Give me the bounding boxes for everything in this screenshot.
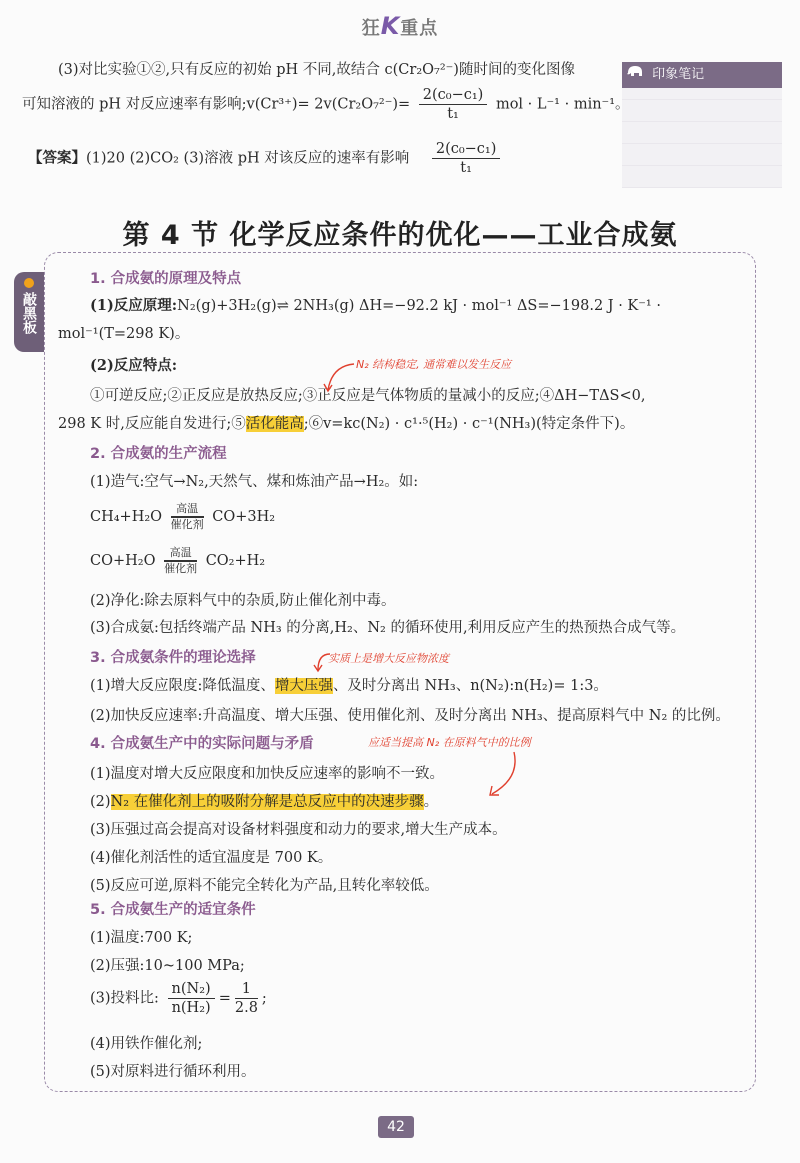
ratio-value — [235, 980, 258, 1017]
condition-3-label: (3)投料比: — [90, 990, 159, 1007]
eq1-top: 高温 — [171, 502, 204, 518]
brand-left: 狂 — [361, 18, 381, 39]
annotation-arrow-1 — [318, 358, 358, 394]
brand-header — [0, 12, 800, 40]
problem-3: (3)压强过高会提高对设备材料强度和动力的要求,增大生产成本。 — [90, 822, 507, 838]
problem-2-pre: (2) — [90, 794, 111, 810]
features-label — [90, 354, 177, 375]
intro-line-2-unit: mol · L⁻¹ · min⁻¹。 — [495, 96, 630, 113]
page-number: 42 — [378, 1116, 414, 1138]
problem-2-post: 。 — [423, 794, 439, 810]
eq2-top: 高温 — [164, 546, 197, 562]
features-label-text: (2)反应特点: — [90, 357, 178, 374]
condition-1: (1)温度:700 K; — [90, 930, 193, 946]
rate-fraction-num: 2(c₀−c₁) — [419, 86, 488, 105]
problem-5: (5)反应可逆,原料不能完全转化为产品,且转化率较低。 — [90, 878, 439, 894]
ratio-value-num: 1 — [235, 980, 258, 999]
equation-1 — [90, 502, 275, 532]
ratio-den: n(H₂) — [171, 1000, 211, 1016]
note-tab — [622, 62, 782, 88]
problem-1: (1)温度对增大反应限度和加快反应速率的影响不一致。 — [90, 766, 445, 782]
eq1-bot: 催化剂 — [170, 518, 204, 531]
flow-1: (1)造气:空气→N₂,天然气、煤和炼油产品→H₂。如: — [90, 474, 419, 490]
principle-text: N₂(g)+3H₂(g)⇌ 2NH₃(g) ΔH=−92.2 kJ · mol⁻¹ ΔS=−198.2 J · K⁻¹ · — [177, 298, 661, 314]
highlight-increase-pressure: 增大压强 — [274, 678, 333, 694]
eq2-condition — [164, 546, 197, 576]
annotation-increase-n2: 应适当提高 N₂ 在原料气中的比例 — [368, 736, 531, 749]
intro-line-2 — [22, 86, 630, 123]
note-area — [622, 88, 782, 188]
features-line-a: ①可逆反应;②正反应是放热反应;③正反应是气体物质的量减小的反应;④ΔH−TΔS<0, — [90, 388, 646, 404]
ratio-end: ; — [261, 990, 267, 1007]
elephant-icon — [622, 62, 648, 88]
heading-5: 5. 合成氨生产的适宜条件 — [90, 902, 256, 918]
answer-fraction-den: t₁ — [460, 160, 472, 176]
eq1-right: CO+3H₂ — [212, 509, 276, 525]
principle-cont: mol⁻¹(T=298 K)。 — [58, 326, 190, 342]
condition-4: (4)用铁作催化剂; — [90, 1036, 203, 1052]
eq2-right: CO₂+H₂ — [205, 553, 266, 569]
heading-3: 3. 合成氨条件的理论选择 — [90, 650, 256, 666]
side-tab — [14, 272, 44, 352]
theory-2: (2)加快反应速率:升高温度、增大压强、使用催化剂、及时分离出 NH₃、提高原料气中 N₂ 的比例。 — [90, 708, 730, 724]
highlight-rate-step: N₂ 在催化剂上的吸附分解是总反应中的决速步骤 — [110, 794, 424, 810]
theory-1-post: 、及时分离出 NH₃、n(N₂):n(H₂)= 1:3。 — [332, 678, 608, 694]
theory-1-pre: (1)增大反应限度:降低温度、 — [90, 678, 275, 694]
intro-line-2-text: 可知溶液的 pH 对反应速率有影响;v(Cr³⁺)= 2v(Cr₂O₇²⁻)= — [22, 96, 411, 113]
eq2-left: CO+H₂O — [90, 553, 156, 569]
problem-4: (4)催化剂活性的适宜温度是 700 K。 — [90, 850, 333, 866]
side-tab-text: 敲黑板 — [21, 292, 37, 334]
rate-fraction-den: t₁ — [447, 106, 459, 122]
principle-label: (1)反应原理: — [90, 297, 178, 314]
eq1-left: CH₄+H₂O — [90, 509, 163, 525]
ratio-equals: = — [218, 990, 231, 1007]
principle-line — [90, 294, 661, 315]
rate-fraction — [419, 86, 488, 123]
answer-fraction-num: 2(c₀−c₁) — [432, 140, 501, 159]
ratio-num: n(N₂) — [168, 980, 215, 999]
features-b-post: ;⑥v=kc(N₂) · c¹·⁵(H₂) · c⁻¹(NH₃)(特定条件下)。 — [303, 416, 635, 432]
dot-icon — [24, 278, 34, 288]
answer-label: 【答案】 — [28, 149, 86, 167]
equation-2 — [90, 546, 265, 576]
brand-k: K — [380, 12, 401, 40]
heading-4: 4. 合成氨生产中的实际问题与矛盾 — [90, 736, 314, 752]
condition-2: (2)压强:10~100 MPa; — [90, 958, 245, 974]
annotation-arrow-3 — [484, 748, 524, 802]
brand-right: 重点 — [400, 18, 439, 39]
answer-text: (1)20 (2)CO₂ (3)溶液 pH 对该反应的速率有影响 — [86, 150, 410, 167]
condition-3 — [90, 980, 267, 1017]
eq2-bot: 催化剂 — [164, 562, 198, 575]
intro-line-1: (3)对比实验①②,只有反应的初始 pH 不同,故结合 c(Cr₂O₇²⁻)随时间的变化图像 — [58, 62, 575, 78]
condition-5: (5)对原料进行循环利用。 — [90, 1064, 256, 1080]
theory-1 — [90, 674, 608, 695]
annotation-arrow-2 — [308, 648, 334, 674]
section-title: 第 4 节 化学反应条件的优化——工业合成氨 — [122, 220, 678, 251]
annotation-concentration: 实质上是增大反应物浓度 — [328, 652, 449, 665]
flow-3: (3)合成氨:包括终端产品 NH₃ 的分离,H₂、N₂ 的循环使用,利用反应产生的热预热合成气等。 — [90, 620, 686, 636]
ratio-value-den: 2.8 — [234, 1000, 258, 1016]
heading-1: 1. 合成氨的原理及特点 — [90, 271, 242, 287]
features-b-pre: 298 K 时,反应能自发进行;⑤ — [58, 416, 246, 432]
flow-2: (2)净化:除去原料气中的杂质,防止催化剂中毒。 — [90, 593, 396, 609]
answer-line — [28, 140, 504, 177]
heading-2: 2. 合成氨的生产流程 — [90, 446, 227, 462]
eq1-condition — [171, 502, 204, 532]
features-line-b — [58, 412, 634, 433]
problem-2 — [90, 790, 438, 811]
ratio-fraction — [168, 980, 215, 1017]
answer-fraction — [432, 140, 501, 177]
note-tab-label: 印象笔记 — [652, 67, 705, 82]
highlight-activation-energy: 活化能高 — [245, 416, 304, 432]
annotation-n2-stable: N₂ 结构稳定, 通常难以发生反应 — [356, 358, 512, 371]
